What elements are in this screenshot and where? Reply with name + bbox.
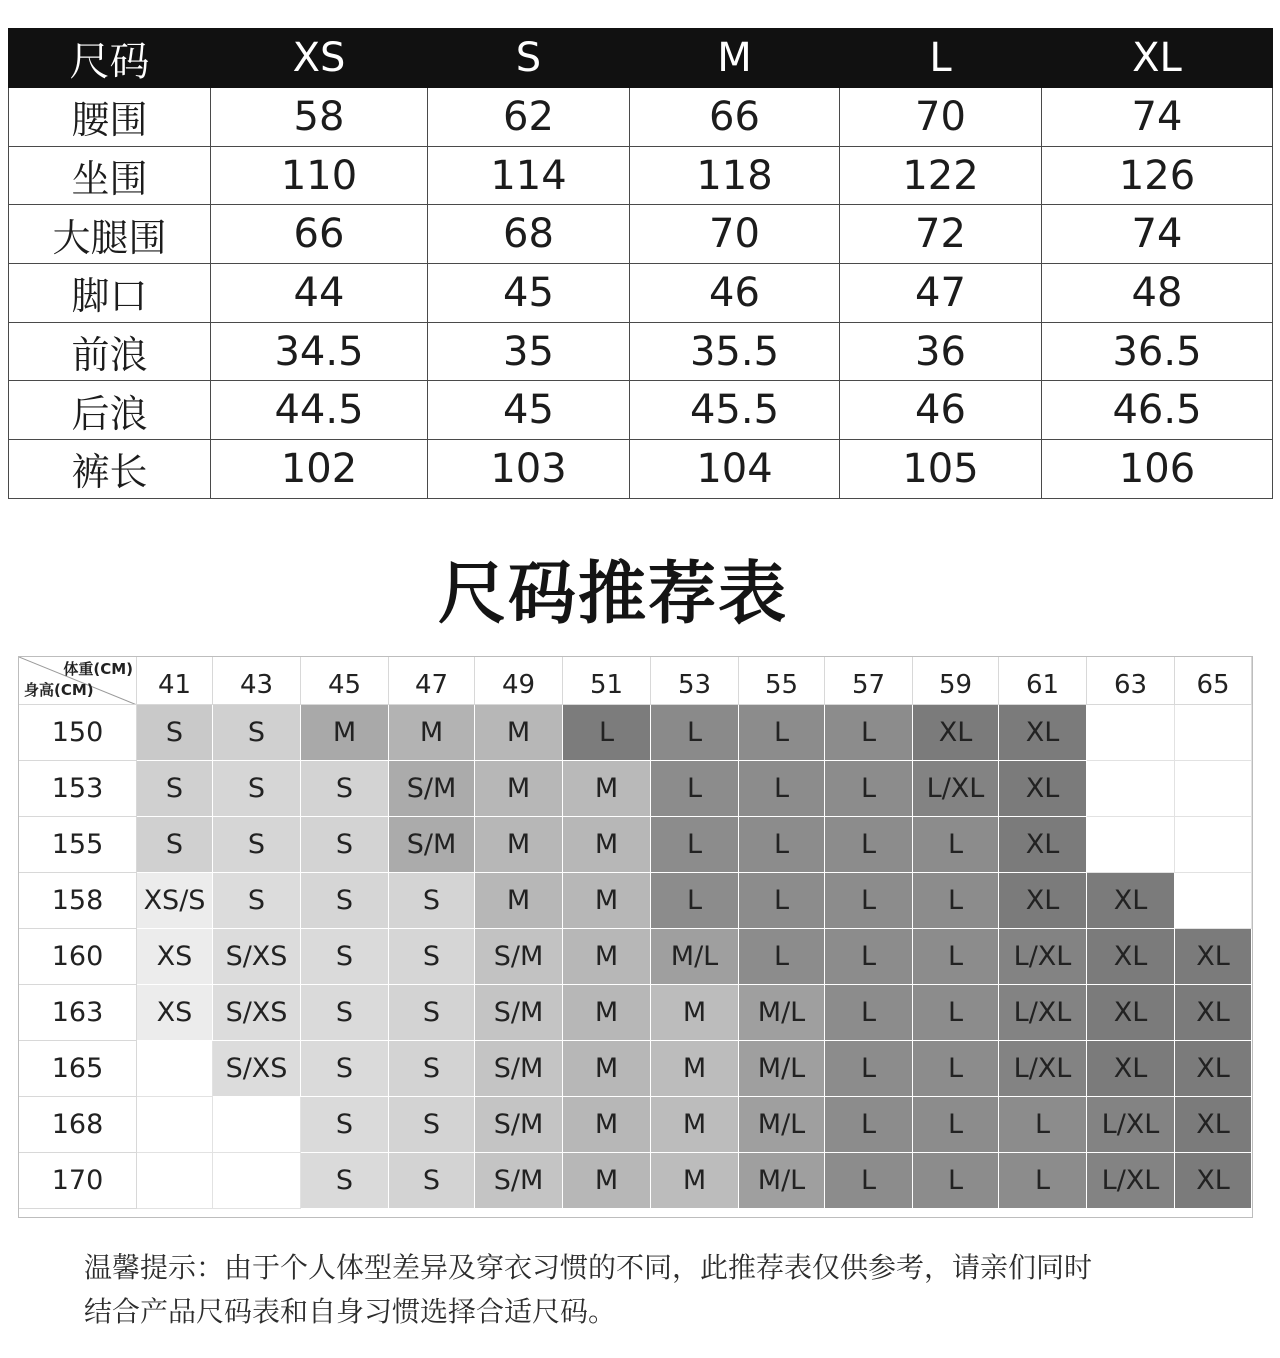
measurement-label: 腰围 <box>9 88 211 147</box>
recommended-size-cell: L <box>825 1041 913 1097</box>
recommended-size-cell: L <box>913 985 999 1041</box>
recommended-size-cell: S <box>301 1097 389 1153</box>
measurement-value: 44 <box>211 264 428 323</box>
weight-column-header: 41 <box>137 657 213 705</box>
recommended-size-cell: XS <box>137 929 213 985</box>
measurement-value: 44.5 <box>211 381 428 440</box>
measurement-value: 105 <box>840 440 1042 499</box>
recommended-size-cell: M <box>389 705 475 761</box>
height-axis-label: 身高(CM) <box>24 681 94 699</box>
empty-size-cell <box>1087 817 1175 873</box>
measurement-value: 122 <box>840 146 1042 205</box>
recommended-size-cell: XL <box>1175 1097 1252 1153</box>
recommended-size-cell: L <box>913 929 999 985</box>
recommended-size-cell: XL <box>1087 873 1175 929</box>
recommended-size-cell: S <box>301 929 389 985</box>
recommended-size-cell: S/XS <box>213 985 301 1041</box>
recommended-size-cell: L <box>825 817 913 873</box>
recommended-size-cell: L/XL <box>999 929 1087 985</box>
recommended-size-cell: S <box>389 1097 475 1153</box>
recommended-size-cell: S <box>213 761 301 817</box>
measurement-value: 46.5 <box>1042 381 1273 440</box>
height-row-header: 165 <box>19 1041 137 1097</box>
size-tip-line-1: 温馨提示：由于个人体型差异及穿衣习惯的不同，此推荐表仅供参考，请亲们同时 <box>84 1251 1093 1284</box>
recommended-size-cell: XL <box>1175 1153 1252 1209</box>
recommended-size-cell: L/XL <box>999 1041 1087 1097</box>
height-row-header: 160 <box>19 929 137 985</box>
recommended-size-cell: S <box>213 873 301 929</box>
recommended-size-cell: L <box>825 761 913 817</box>
recommended-size-cell: L <box>825 873 913 929</box>
recommended-size-cell: XL <box>1087 985 1175 1041</box>
recommended-size-cell: L <box>651 705 739 761</box>
recommended-size-cell: M <box>563 817 651 873</box>
size-header-l: L <box>840 29 1042 88</box>
recommended-size-cell: L <box>913 817 999 873</box>
weight-column-header: 59 <box>913 657 999 705</box>
height-row-header: 158 <box>19 873 137 929</box>
recommended-size-cell: S <box>389 929 475 985</box>
size-header-xl: XL <box>1042 29 1273 88</box>
recommended-size-cell: M <box>475 817 563 873</box>
recommended-size-cell: XL <box>999 761 1087 817</box>
recommended-size-cell: XL <box>999 705 1087 761</box>
recommended-size-cell: XL <box>1087 929 1175 985</box>
measurement-value: 106 <box>1042 440 1273 499</box>
measurement-value: 68 <box>428 205 630 264</box>
recommended-size-cell: L <box>739 761 825 817</box>
size-tip-line-2: 结合产品尺码表和自身习惯选择合适尺码。 <box>84 1295 617 1328</box>
recommended-size-cell: L <box>651 761 739 817</box>
measurement-value: 35 <box>428 322 630 381</box>
recommended-size-cell: M/L <box>739 1153 825 1209</box>
measurement-value: 70 <box>840 88 1042 147</box>
recommended-size-cell: M <box>563 1153 651 1209</box>
measurement-value: 74 <box>1042 88 1273 147</box>
measurement-value: 46 <box>840 381 1042 440</box>
recommended-size-cell: M <box>563 929 651 985</box>
recommended-size-cell: XL <box>913 705 999 761</box>
measurement-value: 62 <box>428 88 630 147</box>
recommended-size-cell: XL <box>999 817 1087 873</box>
measurement-value: 45 <box>428 264 630 323</box>
recommended-size-cell: M/L <box>739 985 825 1041</box>
size-tip-note <box>84 1246 1204 1334</box>
recommended-size-cell: M <box>301 705 389 761</box>
recommended-size-cell: M/L <box>651 929 739 985</box>
recommended-size-cell: L <box>913 1097 999 1153</box>
height-row-header: 150 <box>19 705 137 761</box>
recommendation-title: 尺码推荐表 <box>437 555 788 634</box>
weight-column-header: 55 <box>739 657 825 705</box>
measurement-value: 70 <box>630 205 840 264</box>
weight-column-header: 53 <box>651 657 739 705</box>
measurement-value: 47 <box>840 264 1042 323</box>
weight-column-header: 63 <box>1087 657 1175 705</box>
height-row-header: 163 <box>19 985 137 1041</box>
empty-size-cell <box>1175 705 1252 761</box>
measurement-value: 114 <box>428 146 630 205</box>
measurement-value: 48 <box>1042 264 1273 323</box>
size-chart-table <box>8 28 1273 499</box>
measurement-value: 103 <box>428 440 630 499</box>
weight-axis-label: 体重(CM) <box>63 660 133 678</box>
recommended-size-cell: L <box>739 705 825 761</box>
measurement-value: 72 <box>840 205 1042 264</box>
weight-column-header: 65 <box>1175 657 1252 705</box>
recommended-size-cell: XL <box>1175 985 1252 1041</box>
height-row-header: 153 <box>19 761 137 817</box>
measurement-value: 110 <box>211 146 428 205</box>
recommended-size-cell: S/M <box>475 985 563 1041</box>
recommended-size-cell: S <box>301 1041 389 1097</box>
recommended-size-cell: M <box>475 873 563 929</box>
recommended-size-cell: L <box>563 705 651 761</box>
measurement-label: 裤长 <box>9 440 211 499</box>
empty-size-cell <box>137 1097 213 1153</box>
size-header-xs: XS <box>211 29 428 88</box>
recommended-size-cell: S <box>389 873 475 929</box>
recommended-size-cell: L <box>825 1153 913 1209</box>
recommended-size-cell: M <box>651 1153 739 1209</box>
recommended-size-cell: M <box>563 873 651 929</box>
recommended-size-cell: S/M <box>475 929 563 985</box>
empty-size-cell <box>1087 761 1175 817</box>
measurement-label: 前浪 <box>9 322 211 381</box>
measurement-value: 36 <box>840 322 1042 381</box>
size-chart-row <box>9 264 1273 323</box>
recommended-size-cell: M/L <box>739 1041 825 1097</box>
size-header-s: S <box>428 29 630 88</box>
measurement-value: 35.5 <box>630 322 840 381</box>
recommended-size-cell: S <box>137 817 213 873</box>
measurement-value: 104 <box>630 440 840 499</box>
measurement-value: 34.5 <box>211 322 428 381</box>
recommended-size-cell: L <box>999 1153 1087 1209</box>
weight-column-header: 49 <box>475 657 563 705</box>
height-row-header: 168 <box>19 1097 137 1153</box>
recommended-size-cell: L <box>825 985 913 1041</box>
weight-column-header: 51 <box>563 657 651 705</box>
recommended-size-cell: M <box>651 985 739 1041</box>
empty-size-cell <box>1175 873 1252 929</box>
size-chart-row <box>9 440 1273 499</box>
weight-column-header: 43 <box>213 657 301 705</box>
recommended-size-cell: M <box>563 1097 651 1153</box>
recommended-size-cell: L <box>739 817 825 873</box>
size-chart-header-label: 尺码 <box>9 29 211 88</box>
measurement-label: 后浪 <box>9 381 211 440</box>
measurement-value: 118 <box>630 146 840 205</box>
recommended-size-cell: XS <box>137 985 213 1041</box>
recommended-size-cell: S/M <box>475 1041 563 1097</box>
weight-column-header: 47 <box>389 657 475 705</box>
recommended-size-cell: S <box>137 761 213 817</box>
recommended-size-cell: S <box>213 817 301 873</box>
size-chart-row <box>9 381 1273 440</box>
recommended-size-cell: XL <box>999 873 1087 929</box>
recommended-size-cell: S/M <box>475 1097 563 1153</box>
recommended-size-cell: S <box>301 873 389 929</box>
weight-column-header: 57 <box>825 657 913 705</box>
recommended-size-cell: L <box>739 929 825 985</box>
measurement-value: 74 <box>1042 205 1273 264</box>
weight-column-header: 61 <box>999 657 1087 705</box>
empty-size-cell <box>137 1041 213 1097</box>
recommended-size-cell: S/M <box>389 761 475 817</box>
recommended-size-cell: XL <box>1175 929 1252 985</box>
recommended-size-cell: M <box>651 1041 739 1097</box>
recommended-size-cell: S <box>137 705 213 761</box>
size-chart-row <box>9 205 1273 264</box>
size-chart-row <box>9 146 1273 205</box>
recommended-size-cell: L/XL <box>1087 1097 1175 1153</box>
measurement-value: 46 <box>630 264 840 323</box>
measurement-label: 脚口 <box>9 264 211 323</box>
recommended-size-cell: M/L <box>739 1097 825 1153</box>
recommended-size-cell: S/M <box>475 1153 563 1209</box>
recommended-size-cell: S/XS <box>213 929 301 985</box>
measurement-value: 36.5 <box>1042 322 1273 381</box>
height-row-header: 155 <box>19 817 137 873</box>
recommended-size-cell: S <box>389 985 475 1041</box>
recommended-size-cell: L <box>825 929 913 985</box>
measurement-value: 45.5 <box>630 381 840 440</box>
empty-size-cell <box>1175 817 1252 873</box>
recommended-size-cell: L <box>651 817 739 873</box>
recommended-size-cell: L <box>913 1041 999 1097</box>
recommended-size-cell: L <box>651 873 739 929</box>
measurement-value: 66 <box>211 205 428 264</box>
recommended-size-cell: L/XL <box>913 761 999 817</box>
recommended-size-cell: S/XS <box>213 1041 301 1097</box>
recommended-size-cell: L <box>825 705 913 761</box>
measurement-value: 126 <box>1042 146 1273 205</box>
recommended-size-cell: M <box>651 1097 739 1153</box>
grid-corner-header <box>19 657 137 705</box>
recommended-size-cell: M <box>475 705 563 761</box>
recommended-size-cell: M <box>563 985 651 1041</box>
height-row-header: 170 <box>19 1153 137 1209</box>
measurement-value: 66 <box>630 88 840 147</box>
recommended-size-cell: L <box>913 1153 999 1209</box>
recommended-size-cell: S <box>301 985 389 1041</box>
measurement-value: 102 <box>211 440 428 499</box>
size-chart-row <box>9 88 1273 147</box>
recommended-size-cell: S <box>301 1153 389 1209</box>
recommended-size-cell: L <box>825 1097 913 1153</box>
size-recommendation-grid <box>18 656 1253 1218</box>
recommended-size-cell: M <box>563 1041 651 1097</box>
recommended-size-cell: M <box>563 761 651 817</box>
recommended-size-cell: S <box>301 817 389 873</box>
size-chart-body <box>9 88 1273 499</box>
empty-size-cell <box>1175 761 1252 817</box>
recommended-size-cell: M <box>475 761 563 817</box>
recommended-size-cell: L/XL <box>999 985 1087 1041</box>
recommended-size-cell: L <box>913 873 999 929</box>
recommended-size-cell: S <box>389 1153 475 1209</box>
size-chart-row <box>9 322 1273 381</box>
empty-size-cell <box>213 1153 301 1209</box>
empty-size-cell <box>137 1153 213 1209</box>
empty-size-cell <box>1087 705 1175 761</box>
recommended-size-cell: XS/S <box>137 873 213 929</box>
size-chart-header-row <box>9 29 1273 88</box>
recommended-size-cell: S <box>301 761 389 817</box>
recommended-size-cell: S <box>389 1041 475 1097</box>
recommended-size-cell: L <box>999 1097 1087 1153</box>
size-header-m: M <box>630 29 840 88</box>
measurement-value: 58 <box>211 88 428 147</box>
recommended-size-cell: S/M <box>389 817 475 873</box>
empty-size-cell <box>213 1097 301 1153</box>
weight-column-header: 45 <box>301 657 389 705</box>
measurement-label: 坐围 <box>9 146 211 205</box>
recommended-size-cell: XL <box>1175 1041 1252 1097</box>
measurement-value: 45 <box>428 381 630 440</box>
recommended-size-cell: XL <box>1087 1041 1175 1097</box>
recommended-size-cell: S <box>213 705 301 761</box>
recommended-size-cell: L <box>739 873 825 929</box>
recommended-size-cell: L/XL <box>1087 1153 1175 1209</box>
measurement-label: 大腿围 <box>9 205 211 264</box>
